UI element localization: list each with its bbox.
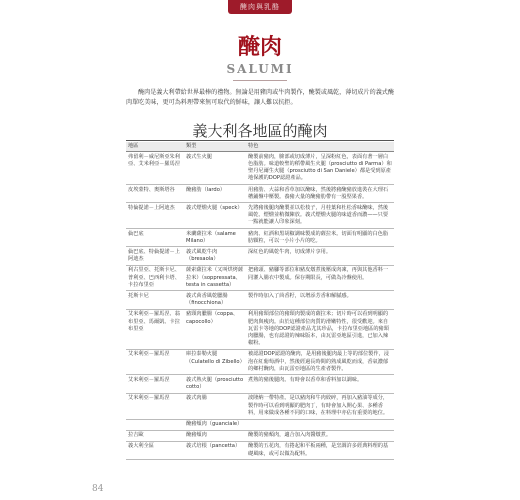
table-row (126, 203, 394, 229)
table-row (126, 309, 394, 349)
table-row (126, 430, 394, 441)
cell-features: 醃製前豬肉，臉部或切成薄片，呈深粉紅色，表面有著一層白色脂肪。味道較聖的稻帶風生火腿（prosciutto di Parma）和聖丹尼爾生火腿（prosciutto di San Daniele）都是受到原產地保護的DOP認證產品。 (246, 152, 394, 185)
cell-features: 豬肉、紅酒和黑胡椒調味製成的薩拉米。切面有明顯的白色脂肪顆粒，可以一小片小片的吃。 (246, 229, 394, 247)
table-row (126, 393, 394, 419)
cell-features: 醃製的五花肉，有捲起和平板兩種，是烹調許多經典料理的基礎風味，或可以做為配料。 (246, 441, 394, 459)
cell-type: 醃豬頰肉（guanciale） (184, 419, 246, 430)
cell-type: 義式肉腸 (184, 393, 246, 419)
table-row (126, 229, 394, 247)
running-header: 醃肉與乳酪 (240, 3, 280, 11)
page-subtitle: SALUMI (226, 62, 294, 76)
table-row (126, 185, 394, 203)
cell-features: 用豬肋、大蒜和香草加以醃味，然後將豬醃豬放進裝在大理石槽鋪盤中壓製。養豬大量的醃豬肋帶有一股堅果香。 (246, 185, 394, 203)
table-row (126, 291, 394, 309)
cell-region: 倫巴底 (126, 229, 184, 247)
cell-features: 先將豬後腿肉醃製並以松枝子，月桂葉和杜松香味醃味，然後風乾、煙燻並稍微陳放。義式煙燻火腿的味道香而濃——只要一點就能讓人印象深刻。 (246, 203, 394, 229)
cell-features: 醃製的豬頰肉，適合加入肉醬燉煮。 (246, 430, 394, 441)
cell-type: 米蘭薩拉米（salame Milano） (184, 229, 246, 247)
cell-type: 義式煙燻火腿（speck） (184, 203, 246, 229)
table-row (126, 247, 394, 265)
column-header-region: 地區 (126, 142, 184, 152)
cell-region: 拉吉歐 (126, 430, 184, 441)
cell-region: 義大利全區 (126, 441, 184, 459)
cell-type: 豬頸肉臘腸（coppa、capocollo） (184, 309, 246, 349)
table-row (126, 349, 394, 375)
cell-region: 艾米利亞－羅馬涅 (126, 393, 184, 419)
cell-region: 弗留利－威尼斯亞朱利亞、艾米利亞－羅馬涅 (126, 152, 184, 185)
cell-features: 利用豬頸部位的豬頸肉製成的薩拉米；切片時可以看到明顯的肥肉與瘦肉。由於這種部位肉質的滑嫩特性，很受歡迎。來自瓦雷卡等地的DOP認證產品尤其珍品，卡拉布里亞地區的豬頸肉臘腸，也有認證的辣味版本，由瓦雷亞地區引進，已加入辣椒粉。 (246, 309, 394, 349)
cell-type: 義式茴香風乾臘腸（finocchiona） (184, 291, 246, 309)
table-row (126, 152, 394, 185)
table-row (126, 375, 394, 393)
cell-features (246, 419, 394, 430)
cell-type: 義式培根（pancetta） (184, 441, 246, 459)
section-title: 義大利各地區的醃肉 (192, 122, 328, 140)
intro-paragraph: 醃肉是義大利帶給世界最棒的禮物。無論是用豬肉或牛肉製作，醃製或風乾，薄切成片的義式醃肉單吃美味，更可為料理帶來無可取代的鮮味，讓人難以抗拒。 (126, 89, 394, 106)
cell-type: 薩索薩拉米（又叫烘烤薩拉米）（soppressata、testa in cassetta） (184, 265, 246, 291)
cell-region: 托斯卡尼 (126, 291, 184, 309)
cell-type: 庫拉泰勒火腿（Culatello di Zibello） (184, 349, 246, 375)
cell-region: 利古里亞、托斯卡尼、普利亞、巴西利卡塔、卡拉布里亞 (126, 265, 184, 291)
column-header-type: 類型 (184, 142, 246, 152)
table-row (126, 419, 394, 430)
cell-features: 煮熟的豬後腿肉。有時會以香草和香料加以調味。 (246, 375, 394, 393)
column-header-features: 特色 (246, 142, 394, 152)
page-number: 84 (92, 484, 104, 494)
cell-region: 特倫提諾－上阿迪杰 (126, 203, 184, 229)
table-row (126, 265, 394, 291)
cell-features: 被認證DOP認證的醃肉，是用豬後腿肉最上等的部位製作，浸泡在紅葡萄酒中，然後經過長時間的熟成風乾而成，香氣濃郁的鄉村醃肉，由瓦雷亞地區的生產者製作。 (246, 349, 394, 375)
cell-features: 深紅色的風乾牛肉，切成薄片享用。 (246, 247, 394, 265)
cell-features: 波隆納一帶特產。是以豬肉和牛肉絞碎，再加入豬油等成分，製作時可以看到明顯的肥肉丁，有時會加入開心果、多種香料，用來做成各種不同的口味，在料理中亦佔有重要的地位。 (246, 393, 394, 419)
cell-region: 倫巴底、特倫提諾－上阿迪杰 (126, 247, 184, 265)
cell-type: 義式熟火腿（prosciutto cotto） (184, 375, 246, 393)
page-title: 醃肉 (237, 34, 282, 60)
cell-region (126, 419, 184, 430)
cell-type: 義式生火腿 (184, 152, 246, 185)
cell-type: 醃豬肋（lardo） (184, 185, 246, 203)
regions-table (126, 142, 394, 460)
title-divider (233, 80, 287, 81)
section-divider (126, 140, 394, 141)
cell-type: 醃豬頰肉 (184, 430, 246, 441)
cell-features: 把豬頭、豬腳等部位和豬皮燉煮後壓成肉凍，再與其他香料一同灌入腸衣中製成。保存期限長，可做為冷盤使用。 (246, 265, 394, 291)
cell-region: 艾米利亞－羅馬涅 (126, 349, 184, 375)
table-header-row (126, 142, 394, 152)
table-row (126, 441, 394, 459)
cell-type: 義式風乾牛肉（bresaola） (184, 247, 246, 265)
cell-region: 艾米利亞－羅馬涅 (126, 375, 184, 393)
cell-region: 艾米利亞－羅馬涅、翁布里亞、馬爾凱、卡拉布里亞 (126, 309, 184, 349)
cell-features: 製作時加入了茴香籽，以增添芳香和解膩感。 (246, 291, 394, 309)
cell-region: 皮埃蒙特、奧斯塔谷 (126, 185, 184, 203)
